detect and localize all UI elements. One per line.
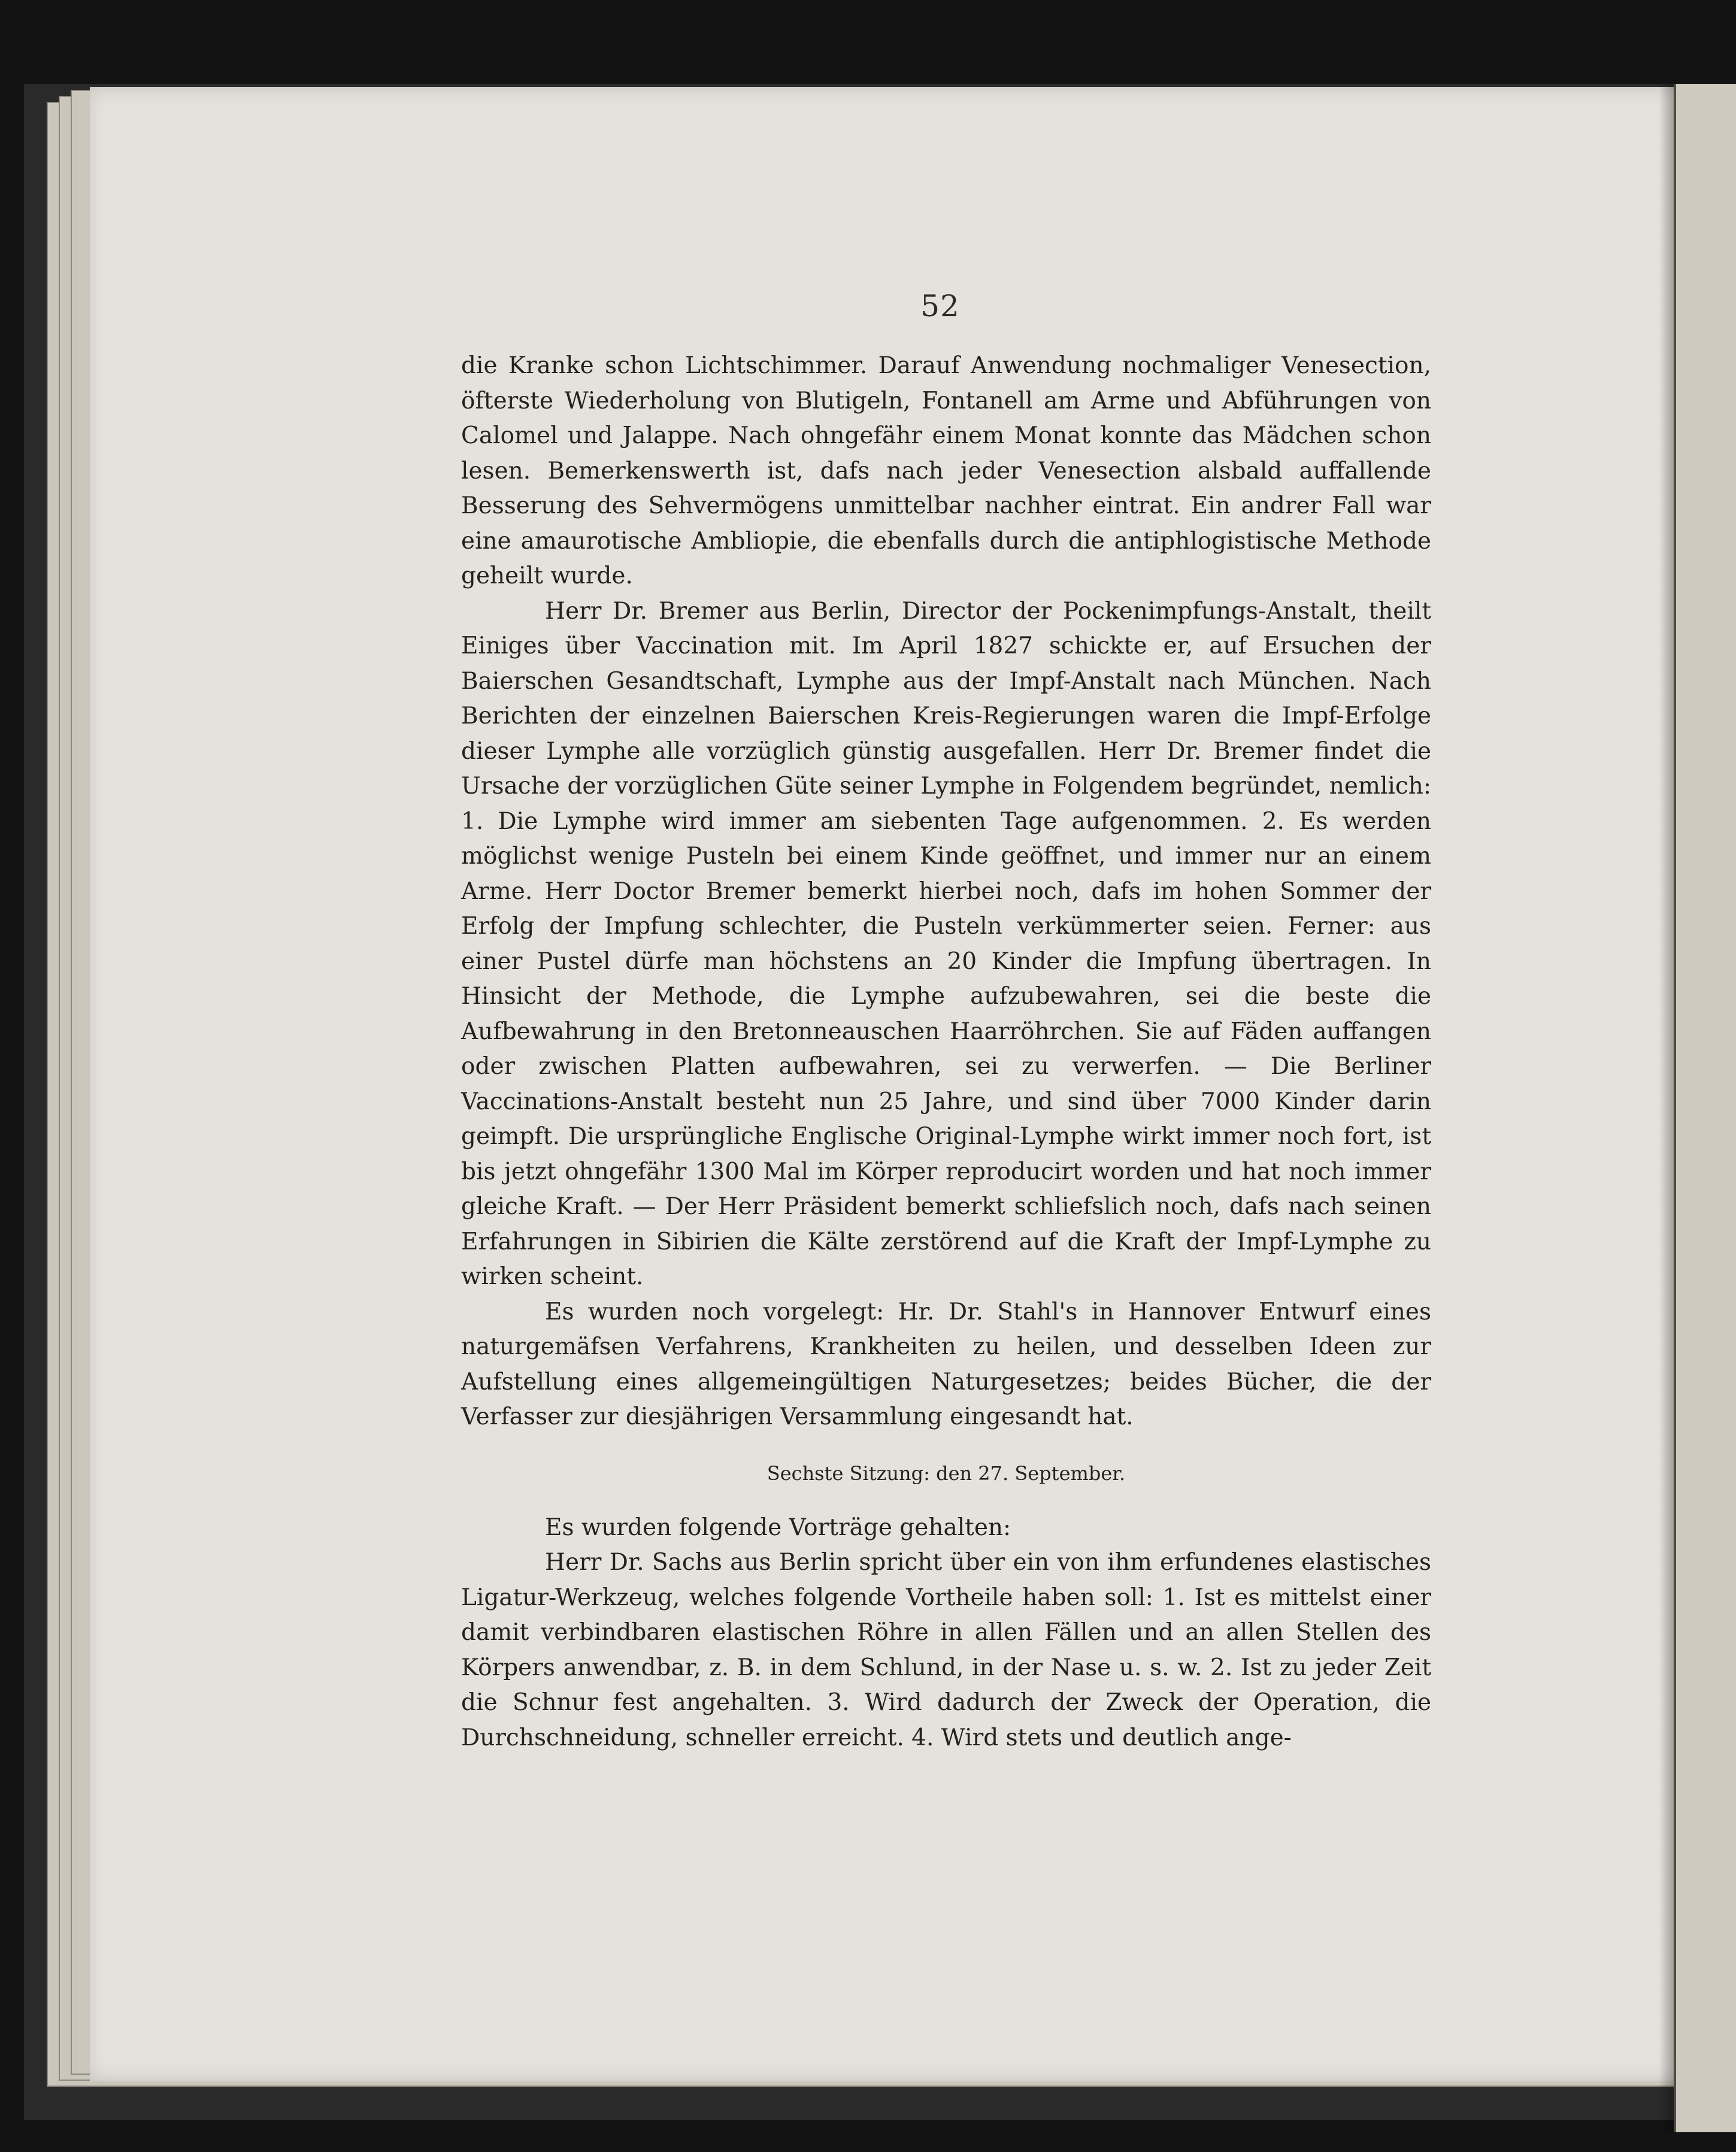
paragraph: Herr Dr. Bremer aus Berlin, Director der Pockenimpfungs-Anstalt, theilt Einiges über Vaccination mit. Im April 1827 schickte er, auf Ersuchen der Baierschen Gesandtschaft, Lymphe aus der Impf-Anstalt nach München. Nach Berichten der einzelnen Baierschen Kreis-Regierungen waren die Impf-Erfolge dieser Lymphe alle vorzüglich günstig ausgefallen. Herr Dr. Bremer findet die Ursache der vorzüglichen Güte seiner Lymphe in Folgendem begründet, nemlich: 1. Die Lymphe wird immer am siebenten Tage aufgenommen. 2. Es werden möglichst wenige Pusteln bei einem Kinde geöffnet, und immer nur an einem Arme. Herr Doctor Bremer bemerkt hierbei noch, dafs im hohen Sommer der Erfolg der Impfung schlechter, die Pusteln verkümmerter seien. Ferner: aus einer Pustel dürfe man höchstens an 20 Kinder die Impfung übertragen. In Hinsicht der Methode, die Lymphe aufzubewahren, sei die beste die Aufbewahrung in den Bretonneauschen Haarröhrchen. Sie auf Fäden auffangen oder zwischen Platten aufbewahren, sei zu verwerfen. — Die Berliner Vaccinations-Anstalt besteht nun 25 Jahre, und sind über 7000 Kinder darin geimpft. Die ursprüngliche Englische Original-Lymphe wirkt immer noch fort, ist bis jetzt ohngefähr 1300 Mal im Körper reproducirt worden und hat noch immer gleiche Kraft. — Der Herr Präsident bemerkt schliefslich noch, dafs nach seinen Erfahrungen in Sibirien die Kälte zerstörend auf die Kraft der Impf-Lymphe zu wirken scheint. bbox=[461, 597, 1431, 1290]
paragraph: die Kranke schon Lichtschimmer. Darauf Anwendung nochmaliger Venesection, öfterste Wiederholung von Blutigeln, Fontanell am Arme und Abführungen von Calomel und Jalappe. Nach ohngefähr einem Monat konnte das Mädchen schon lesen. Bemerkenswerth ist, dafs nach jeder Venesection alsbald auffallende Besserung des Sehvermögens unmittelbar nachher eintrat. Ein andrer Fall war eine amaurotische Ambliopie, die ebenfalls durch die antiphlogistische Methode geheilt wurde. bbox=[461, 352, 1431, 589]
facing-page-edge bbox=[1674, 84, 1736, 2132]
section-heading: Sechste Sitzung: den 27. September. bbox=[766, 1461, 1126, 1485]
paragraph: Es wurden noch vorgelegt: Hr. Dr. Stahl's in Hannover Entwurf eines naturgemäfsen Verfahrens, Krankheiten zu heilen, und desselben Ideen zur Aufstellung eines allgemeingültigen Naturgesetzes; beides Bücher, die der Verfasser zur diesjährigen Versammlung eingesandt hat. bbox=[461, 1298, 1431, 1430]
page-text bbox=[461, 349, 1431, 1756]
page-number: 52 bbox=[920, 289, 960, 323]
paragraph: Herr Dr. Sachs aus Berlin spricht über ein von ihm erfundenes elastisches Ligatur-Werkzeug, welches folgende Vortheile haben soll: 1. Ist es mittelst einer damit verbindbaren elastischen Röhre in allen Fällen und an allen Stellen des Körpers anwendbar, z. B. in dem Schlund, in der Nase u. s. w. 2. Ist zu jeder Zeit die Schnur fest angehalten. 3. Wird dadurch der Zweck der Operation, die Durchschneidung, schneller erreicht. 4. Wird stets und deutlich ange- bbox=[461, 1549, 1431, 1751]
paragraph: Es wurden folgende Vorträge gehalten: bbox=[545, 1514, 1011, 1541]
